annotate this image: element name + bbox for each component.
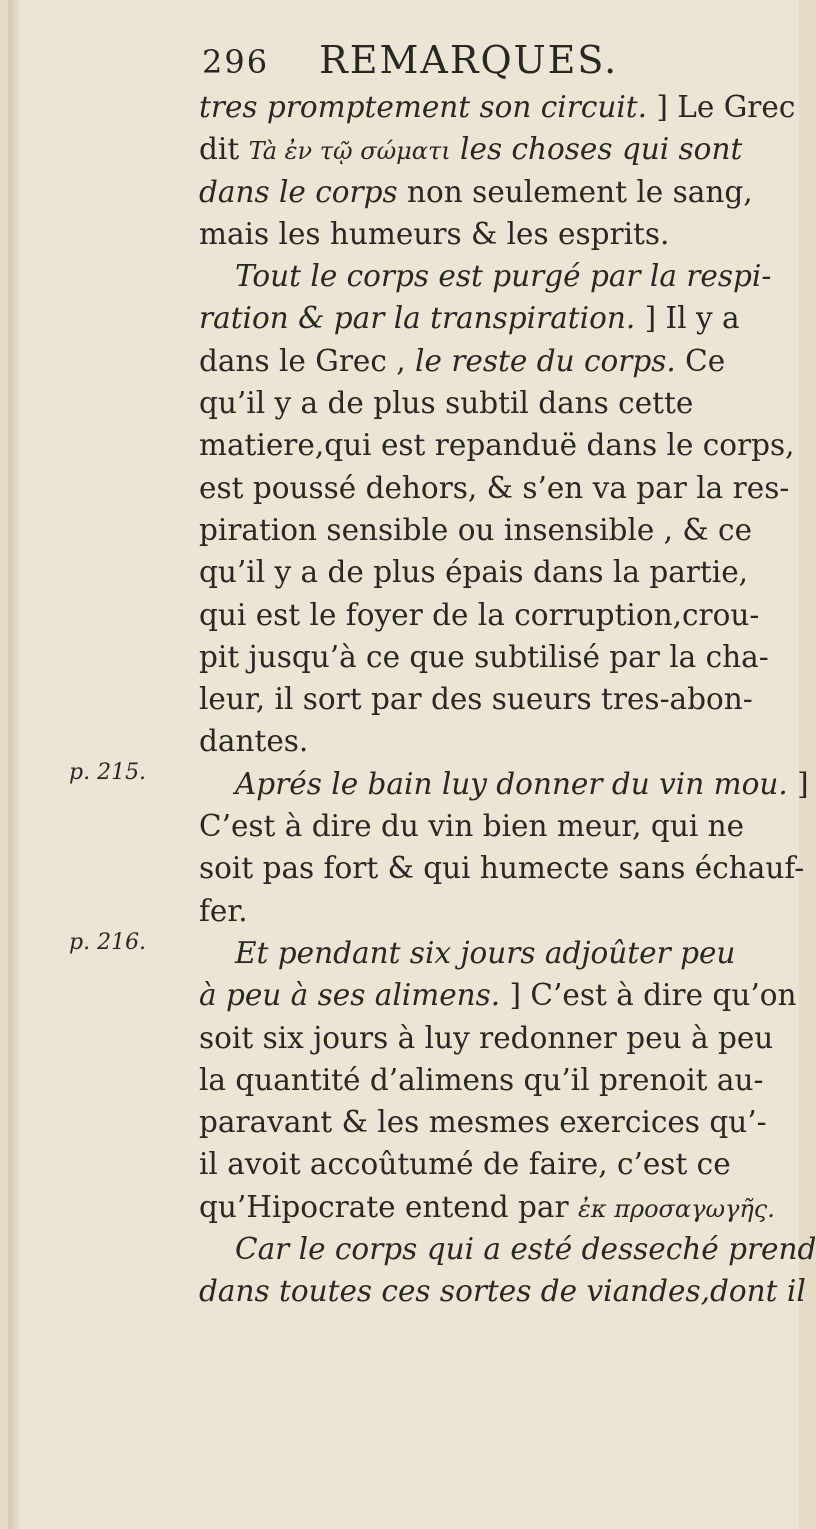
running-title: REMARQUES. xyxy=(319,38,619,82)
text-line xyxy=(199,636,799,678)
text-line xyxy=(199,551,799,593)
italic-phrase: Car le corps qui a esté desseché prend xyxy=(235,1232,816,1267)
roman-phrase: soit six jours à luy redonner peu à peu xyxy=(199,1020,774,1055)
roman-phrase: C’est à dire du vin bien meur, qui ne xyxy=(199,809,745,844)
roman-phrase: mais les humeurs & les esprits. xyxy=(199,216,670,251)
text-line xyxy=(199,86,799,128)
roman-phrase: dans le Grec , xyxy=(199,343,416,378)
roman-phrase: ] Il y a xyxy=(635,301,740,336)
text-line xyxy=(199,509,799,551)
greek-phrase: ἐκ προσαγωγῆς. xyxy=(577,1194,775,1223)
roman-phrase: pit jusqu’à ce que subtilisé par la cha- xyxy=(199,639,769,674)
roman-phrase: non seulement le sang, xyxy=(397,174,753,209)
italic-phrase: ration & par la transpiration. xyxy=(199,301,636,336)
text-line xyxy=(199,805,799,847)
text-line xyxy=(199,340,799,382)
text-line xyxy=(199,1270,806,1312)
roman-phrase: est poussé dehors, & s’en va par la res- xyxy=(199,470,790,505)
text-line xyxy=(199,467,799,509)
roman-phrase: soit pas fort & qui humecte sans échauf- xyxy=(199,851,805,886)
roman-phrase: ] C’est à dire qu’on xyxy=(500,978,797,1013)
italic-phrase: dans le corps xyxy=(199,174,398,209)
italic-phrase: Tout le corps est purgé par la respi- xyxy=(235,259,772,294)
roman-phrase: matiere,qui est repanduë dans le corps, xyxy=(199,428,795,463)
text-line xyxy=(199,1101,799,1143)
roman-phrase: la quantité d’alimens qu’il prenoit au- xyxy=(199,1062,764,1097)
roman-phrase: dit xyxy=(199,132,249,167)
roman-phrase: ] Le Grec xyxy=(647,90,796,124)
roman-phrase: qu’Hipocrate entend par xyxy=(199,1189,578,1224)
roman-phrase: qui est le foyer de la corruption,crou- xyxy=(199,597,760,632)
margin-reference-1: p. 215. xyxy=(69,760,147,785)
text-line xyxy=(199,974,799,1016)
roman-phrase: paravant & les mesmes exercices qu’- xyxy=(199,1105,767,1140)
text-line xyxy=(199,1186,799,1228)
text-line xyxy=(199,932,799,974)
italic-phrase: Et pendant six jours adjoûter peu xyxy=(235,935,736,970)
italic-phrase: les choses qui sont xyxy=(450,132,743,167)
text-line xyxy=(199,720,799,762)
text-line xyxy=(199,890,799,932)
roman-phrase: ] xyxy=(787,766,809,801)
italic-phrase: tres promptement son circuit. xyxy=(199,90,648,124)
roman-phrase: fer. xyxy=(199,893,248,928)
italic-phrase: Aprés le bain luy donner du vin mou. xyxy=(235,766,788,801)
roman-phrase: leur, il sort par des sueurs tres-abon- xyxy=(199,682,753,717)
text-line xyxy=(199,128,799,170)
text-line xyxy=(199,297,799,339)
roman-phrase: qu’il y a de plus épais dans la partie, xyxy=(199,555,749,590)
page-gutter xyxy=(9,0,19,1529)
text-line xyxy=(199,847,805,889)
running-header xyxy=(202,38,762,88)
text-line xyxy=(199,424,799,466)
margin-reference-2: p. 216. xyxy=(69,930,147,955)
roman-phrase: qu’il y a de plus subtil dans cette xyxy=(199,386,694,421)
page-number: 296 xyxy=(202,43,270,81)
text-line xyxy=(199,1017,799,1059)
text-line xyxy=(199,1059,799,1101)
text-line xyxy=(199,763,809,805)
text-line xyxy=(199,678,799,720)
text-line xyxy=(199,382,799,424)
italic-phrase: le reste du corps. xyxy=(415,343,676,378)
italic-phrase: dans toutes ces sortes de viandes,dont il xyxy=(199,1274,806,1309)
italic-phrase: à peu à ses alimens. xyxy=(199,978,501,1013)
text-line xyxy=(199,213,799,255)
roman-phrase: il avoit accoûtumé de faire, c’est ce xyxy=(199,1147,731,1182)
text-line xyxy=(199,171,799,213)
greek-phrase: Tà ἐν τῷ σώματι xyxy=(248,137,451,166)
book-page xyxy=(8,0,816,1529)
text-line xyxy=(199,594,799,636)
roman-phrase: Ce xyxy=(675,343,726,378)
roman-phrase: dantes. xyxy=(199,724,309,759)
roman-phrase: piration sensible ou insensible , & ce xyxy=(199,512,753,547)
body-text xyxy=(199,86,816,1313)
text-line xyxy=(199,1228,816,1270)
text-line xyxy=(199,255,799,297)
text-line xyxy=(199,1143,799,1185)
